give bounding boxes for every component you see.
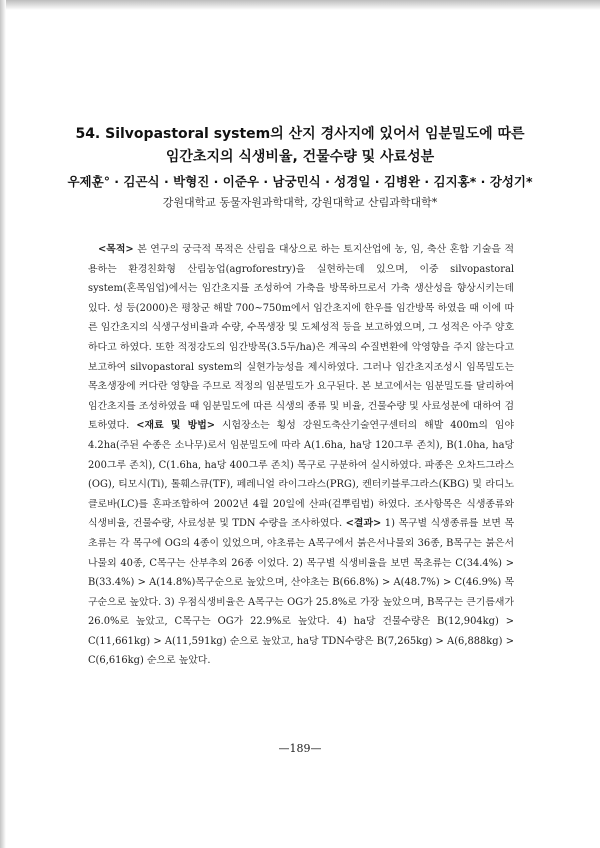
title-line-2: 임간초지의 식생비율, 건물수량 및 사료성분 [165, 149, 435, 165]
label-purpose: <목적> [98, 244, 134, 255]
abstract-body [88, 240, 514, 671]
label-results: <결과> [345, 518, 382, 530]
page-number: —189— [278, 742, 322, 755]
paper-title [0, 123, 600, 169]
affiliation: 강원대학교 동물자원과학대학, 강원대학교 산림과학대학* [162, 196, 438, 209]
paper-header [0, 123, 600, 211]
text-methods: 시험장소는 횡성 강원도축산기술연구센터의 해발 400m의 임야 4.2ha(주된 수종은 소나무)로서 임분밀도에 따라 A(1.6ha, ha당 120그루 존치), B(1.0ha, ha당 200그루 존치), C(1.6ha, ha당 400그루 존치) 목구로 구분하여 실시하였다. 파종은 오차드그라스(OG), 티모시(Ti), 톨훼스큐(TF), 페레니얼 라이그라스(PRG), 켄터키블루그라스(KBG) 및 라디노클로바(LC)를 혼파조합하여 2002년 4월 20일에 산파(겉뿌림법) 하였다. 조사항목은 식생종류와 식생비율, 건물수량, 사료성분 및 TDN 수량을 조사하였다. [88, 420, 514, 530]
title-line-1: 54. Silvopastoral system의 산지 경사지에 있어서 임분밀도에 따른 [75, 126, 525, 142]
label-methods: <재료 및 방법> [136, 420, 216, 432]
author-list: 우제훈° · 김곤식 · 박형진 · 이준우 · 남궁민식 · 성경일 · 김병완 · 김지홍* · 강성기* [67, 174, 533, 189]
scan-shadow-top [0, 0, 600, 10]
text-results: 1) 목구별 식생종류를 보면 목초류는 각 목구에 OG의 4종이 있었으며, 야초류는 A목구에서 붉은서나물외 36종, B목구는 붉은서나물외 40종, C목구는 산부추외 26종 이었다. 2) 목구별 식생비율을 보면 목초류는 C(34.4%) > B(33.4%) > A(14.8%)목구순으로 높았으며, 산야초는 B(66.8%) > A(48.7%) > C(46.9%) 목구순으로 높았다. 3) 우점식생비율은 A목구는 OG가 25.8%로 가장 높았으며, B목구는 큰기름새가 26.0%로 높았고, C목구는 OG가 22.9%로 높았다. 4) ha당 건물수량은 B(12,904kg) > C(11,661kg) > A(11,591kg) 순으로 높았고, ha당 TDN수량은 B(7,265kg) > A(6,888kg) > C(6,616kg) 순으로 높았다. [88, 518, 514, 667]
text-purpose: 본 연구의 궁극적 목적은 산림을 대상으로 하는 토지산업에 농, 임, 축산 혼합 기술을 적용하는 환경친화형 산림농업(agroforestry)을 실현하는데 있으며, 이중 silvopastoral system(혼목임업)에서는 임간초지를 조성하여 가축을 방목하므로서 가축 생산성을 향상시키는데 있다. 성 등(2000)은 평창군 해발 700~750m에서 임간초지에 한우를 임간방목 하였을 때 이에 따른 임간초지의 식생구성비율과 수량, 수목생장 및 도체성적 등을 보고하였으며, 그 성적은 아주 양호하다고 하였다. 또한 적정강도의 임간방목(3.5두/ha)은 계곡의 수질변환에 악영향을 주지 않는다고 보고하여 silvopastoral system의 실현가능성을 제시하였다. 그러나 임간초지조성시 임목밀도는 목초생장에 커다란 영향을 주므로 적정의 임분밀도가 요구된다. 본 보고에서는 임분밀도를 달리하여 임간초지를 조성하였을 때 임분밀도에 따른 식생의 종류 및 비율, 건물수량 및 사료성분에 대하여 검토하였다. [88, 244, 514, 432]
